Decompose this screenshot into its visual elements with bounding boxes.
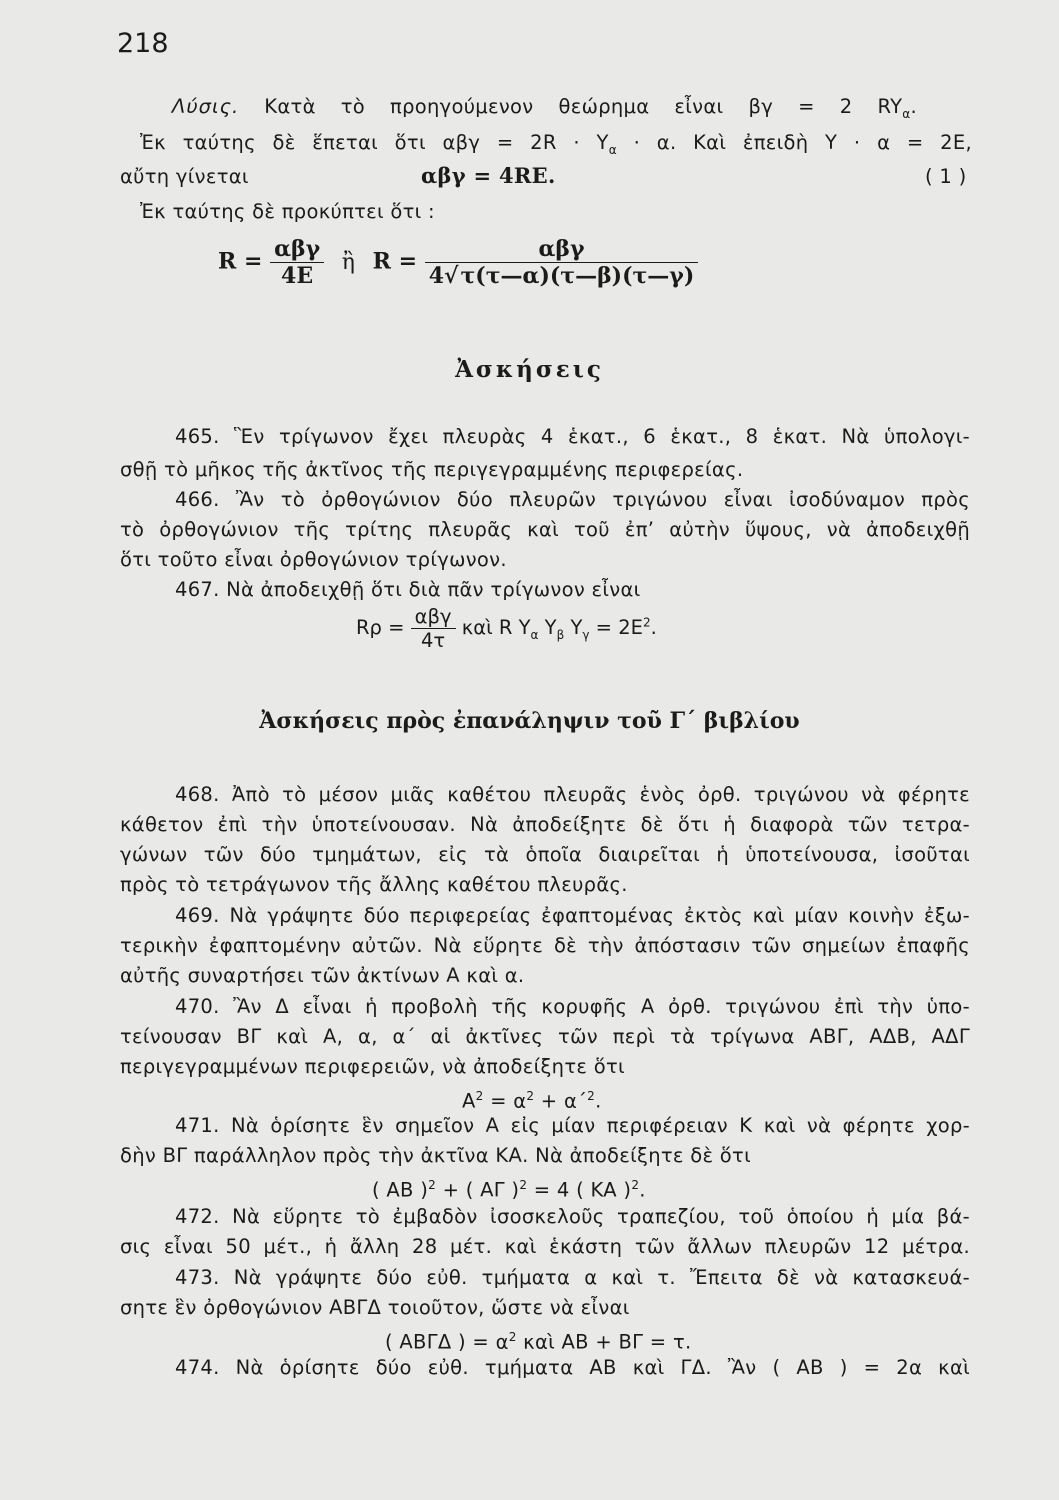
exercise-470-formula: $A^2 = \alpha^2 + \alpha΄^2$. <box>462 1089 602 1113</box>
exercise-469-line-1: 469. Νὰ γράψητε δύο περιφερείας ἐφαπτομένας ἐκτὸς καὶ μίαν κοινὴν ἐξω- <box>175 904 970 927</box>
exercise-468-line-3: γώνων τῶν δύο τμημάτων, εἰς τὰ ὁποῖα διαιρεῖται ἡ ὑποτείνουσα, ἰσοῦται <box>120 843 970 866</box>
exercise-473-line-2: σητε ἓν ὀρθογώνιον ΑΒΓΔ τοιοῦτον, ὥστε νὰ εἶναι <box>120 1296 630 1319</box>
exercise-466-line-1: 466. Ἂν τὸ ὀρθογώνιον δύο πλευρῶν τριγώνου εἶναι ἰσοδύναμον πρὸς <box>175 488 970 511</box>
exercise-470-line-1: 470. Ἂν Δ εἶναι ἡ προβολὴ τῆς κορυφῆς Α ὀρθ. τριγώνου ἐπὶ τὴν ὑπο- <box>175 995 970 1018</box>
equation-tag: ( 1 ) <box>925 165 967 188</box>
exercise-472-line-1: 472. Νὰ εὕρητε τὸ ἐμβαδὸν ἰσοσκελοῦς τραπεζίου, τοῦ ὁποίου ἡ μία βά- <box>175 1205 970 1228</box>
formula-R: R = $\frac{\text{αβγ}}{4E}$ ἢ R = $\frac{\text{αβγ}}{4√\tau(\tau—\alpha)(\tau—\beta)(\tau—\gamma)}$ <box>218 236 698 289</box>
solution-line-2: Ἐκ ταύτης δὲ ἕπεται ὅτι $\alpha\beta\gamma = 2R \cdot Y_\alpha \cdot \alpha$. Καὶ ἐπειδὴ Υ · α = 2Ε, <box>140 131 972 157</box>
exercise-468-line-2: κάθετον ἐπὶ τὴν ὑποτείνουσαν. Νὰ ἀποδείξητε δὲ ὅτι ἡ διαφορὰ τῶν τετρα- <box>120 813 970 836</box>
solution-line-4: Ἐκ ταύτης δὲ προκύπτει ὅτι : <box>140 200 435 223</box>
exercise-471-formula: ( AB )$^2$ + ( ΑΓ )$^2$ = 4 ( KA )$^2$. <box>372 1178 646 1202</box>
page-number: 218 <box>117 28 169 59</box>
exercise-467-formula: Rρ = $\frac{\text{αβγ}}{4\tau}$ καὶ R $Y_\alpha$ $Y_\beta$ $Y_\gamma = 2E^2$. <box>356 605 657 652</box>
solution-label: Λύσις. <box>172 95 240 118</box>
exercise-471-line-1: 471. Νὰ ὁρίσητε ἓν σημεῖον Α εἰς μίαν περιφέρειαν Κ καὶ νὰ φέρητε χορ- <box>175 1114 970 1137</box>
exercise-467-line-1: 467. Νὰ ἀποδειχθῇ ὅτι διὰ πᾶν τρίγωνον εἶναι <box>175 578 641 601</box>
exercise-471-line-2: δὴν ΒΓ παράλληλον πρὸς τὴν ἀκτῖνα ΚΑ. Νὰ ἀποδείξητε δὲ ὅτι <box>120 1144 751 1167</box>
solution-line-3-text: αὔτη γίνεται <box>120 165 249 188</box>
fraction-2: $\frac{\text{αβγ}}{4√\tau(\tau—\alpha)(\tau—\beta)(\tau—\gamma)}$ <box>425 236 699 289</box>
section-heading-review: Ἀσκήσεις πρὸς ἐπανάληψιν τοῦ Γ΄ βιβλίου <box>259 708 800 734</box>
exercise-473-line-1: 473. Νὰ γράψητε δύο εὐθ. τμήματα α καὶ τ. Ἔπειτα δὲ νὰ κατασκευά- <box>175 1266 970 1289</box>
equation-1: αβγ = 4RE. <box>421 163 556 188</box>
exercise-474-line-1: 474. Νὰ ὁρίσητε δύο εὐθ. τμήματα AB καὶ ΓΔ. Ἂν ( AB ) = 2α καὶ <box>175 1356 970 1379</box>
exercise-466-line-3: ὅτι τοῦτο εἶναι ὀρθογώνιον τρίγωνον. <box>120 548 507 571</box>
exercise-466-line-2: τὸ ὀρθογώνιον τῆς τρίτης πλευρᾶς καὶ τοῦ ἐπ’ αὐτὴν ὕψους, νὰ ἀποδειχθῇ <box>120 518 970 541</box>
exercise-468-line-1: 468. Ἀπὸ τὸ μέσον μιᾶς καθέτου πλευρᾶς ἑνὸς ὀρθ. τριγώνου νὰ φέρητε <box>175 783 970 806</box>
exercise-469-line-2: τερικὴν ἐφαπτομένην αὐτῶν. Νὰ εὕρητε δὲ τὴν ἀπόστασιν τῶν σημείων ἐπαφῆς <box>120 934 970 957</box>
exercise-469-line-3: αὐτῆς συναρτήσει τῶν ἀκτίνων Α καὶ α. <box>120 964 525 987</box>
exercise-470-line-2: τείνουσαν ΒΓ καὶ Α, α, α΄ αἱ ἀκτῖνες τῶν περὶ τὰ τρίγωνα ΑΒΓ, ΑΔΒ, ΑΔΓ <box>120 1025 970 1048</box>
section-heading-exercises: Ἀσκήσεις <box>455 356 604 383</box>
exercise-472-line-2: σις εἶναι 50 μέτ., ἡ ἄλλη 28 μέτ. καὶ ἑκάστη τῶν ἄλλων πλευρῶν 12 μέτρα. <box>120 1235 970 1258</box>
fraction-1: $\frac{\text{αβγ}}{4E}$ <box>270 236 324 289</box>
exercise-468-line-4: πρὸς τὸ τετράγωνον τῆς ἄλλης καθέτου πλευρᾶς. <box>120 873 628 896</box>
exercise-465-line-1: 465. Ἓν τρίγωνον ἔχει πλευρὰς 4 ἑκατ., 6 ἑκατ., 8 ἑκατ. Νὰ ὑπολογι- <box>175 425 970 448</box>
solution-line-1: Λύσις. Κατὰ τὸ προηγούμενον θεώρημα εἶναι βγ = 2 $RY_\alpha$. <box>172 95 918 121</box>
exercise-473-formula: ( ΑΒΓΔ ) = $\alpha^2$ καὶ AB + ΒΓ = τ. <box>385 1330 692 1354</box>
exercise-470-line-3: περιγεγραμμένων περιφερειῶν, νὰ ἀποδείξητε ὅτι <box>120 1055 625 1078</box>
exercise-465-line-2: σθῇ τὸ μῆκος τῆς ἀκτῖνος τῆς περιγεγραμμένης περιφερείας. <box>120 458 744 481</box>
